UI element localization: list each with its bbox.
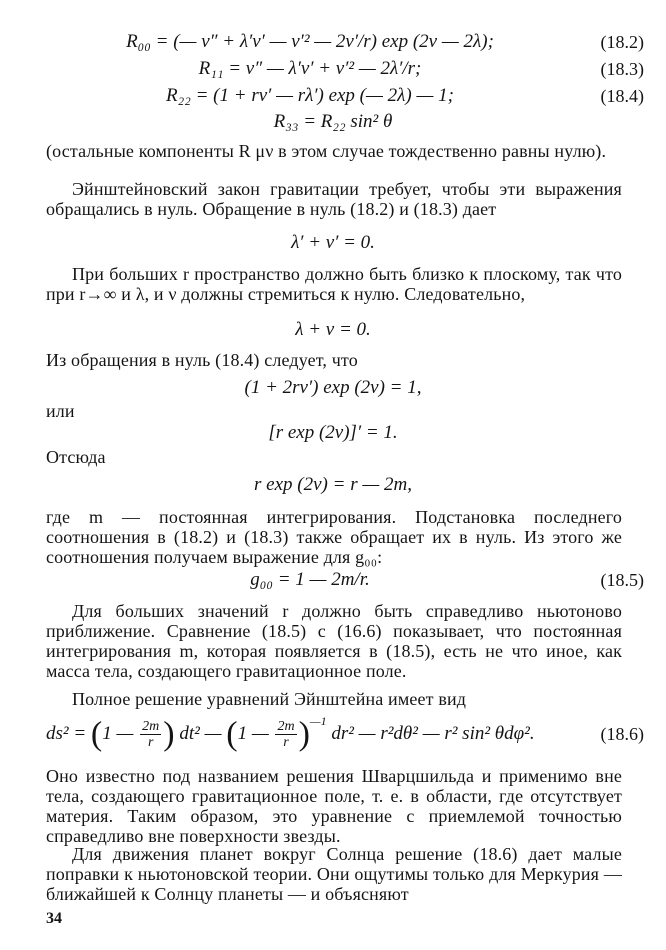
one-minus: 1 — [102,723,134,744]
equation-expression: (1 + 2rν′) exp (2ν) = 1, [244,377,422,398]
equation-expression: λ′ + ν′ = 0. [291,232,375,253]
paragraph-integration-constant: где m — постоянная интегрирования. Подстановка последнего соотношения в (18.2) и (18.3) также обращает их в нуль. Из этого же соотношения получаем выражение для g₀₀: [46,507,622,567]
paragraph-large-r: При больших r пространство должно быть близко к плоскому, так что при r→∞ и λ, и ν должны стремиться к нулю. Следовательно, [46,264,622,304]
equation-18-3 [0,57,666,81]
paragraph-from-18-4: Из обращения в нуль (18.4) следует, что [46,350,358,370]
paragraph-planet-motion: Для движения планет вокруг Солнца решение (18.6) дает малые поправки к ньютоновской теории. Они ощутимы только для Меркурия — ближайшей к Солнцу планеты — и объясняют [46,844,622,904]
equation-number: (18.2) [600,32,644,52]
one-minus-2: 1 — [237,723,269,744]
equation-18-4 [0,84,666,108]
equation-expression: λ + ν = 0. [295,319,371,340]
equation-18-6 [0,714,666,753]
paren-close: ) [163,715,175,753]
fraction-denominator: r [147,735,154,751]
equation-r-exp [0,473,666,497]
equation-expression: R₃₃ = R₂₂ sin² θ [273,111,393,132]
equation-number: (18.3) [600,59,644,79]
paragraph-schwarzschild: Оно известно под названием решения Шварцшильда и применимо вне тела, создающего гравитационное поле, т. е. в области, где отсутствует материя. Таким образом, это уравнение с приемлемой точностью справедливо вне поверхности звезды. [46,766,622,846]
equation-expression [46,714,535,753]
ds2-term: ds² = [46,723,87,744]
equation-expression: R₂₂ = (1 + rν′ — rλ′) exp (— 2λ) — 1; [166,85,454,106]
power-minus-one: —1 [309,714,327,728]
fraction-2m-over-r [140,719,161,750]
equation-exp-2nu [0,376,666,400]
equation-expression: R₁₁ = ν″ — λ′ν′ + ν′² — 2λ′/r; [198,58,422,79]
paren-close-2: ) [298,715,310,753]
paragraph-newtonian: Для больших значений r должно быть справедливо ньютоново приближение. Сравнение (18.5) с (16.6) показывает, что постоянная интегрирования m, которая появляется в (18.5), есть не что иное, как масса тела, создающего гравитационное поле. [46,601,622,681]
equation-lambda-nu-prime [0,231,666,255]
equation-expression: r exp (2ν) = r — 2m, [254,474,412,495]
equation-expression: g₀₀ = 1 — 2m/r. [250,569,370,590]
paren-open: ( [90,715,103,753]
equation-lambda-nu [0,318,666,342]
paren-open-2: ( [226,715,238,753]
equation-expression: R₀₀ = (— ν″ + λ′ν′ — ν′² — 2ν′/r) exp (2ν — 2λ); [126,31,494,52]
equation-expression: [r exp (2ν)]′ = 1. [268,422,398,443]
page-number: 34 [46,910,62,927]
equation-number: (18.4) [600,86,644,106]
fraction-numerator: 2m [277,719,295,735]
tail-terms: dr² — r²dθ² — r² sin² θdφ². [331,723,535,744]
fraction-denominator: r [283,735,289,751]
fraction-numerator: 2m [142,719,160,735]
dt2-term: dt² — [179,723,222,744]
equation-derivative [0,421,666,445]
paragraph-einstein-law: Эйнштейновский закон гравитации требует, чтобы эти выражения обращались в нуль. Обращение в нуль (18.2) и (18.3) дает [46,179,622,219]
paragraph-hence: Отсюда [46,447,106,467]
equation-number: (18.5) [600,570,644,590]
paragraph-components-note: (остальные компоненты R μν в этом случае тождественно равны нулю). [46,141,607,161]
fraction-2m-over-r-2 [275,719,296,750]
equation-18-5 [0,568,666,592]
paragraph-or: или [46,401,75,421]
paragraph-full-solution: Полное решение уравнений Эйнштейна имеет вид [72,689,467,709]
equation-18-2 [0,30,666,54]
equation-number: (18.6) [600,724,644,744]
equation-r33 [0,110,666,134]
